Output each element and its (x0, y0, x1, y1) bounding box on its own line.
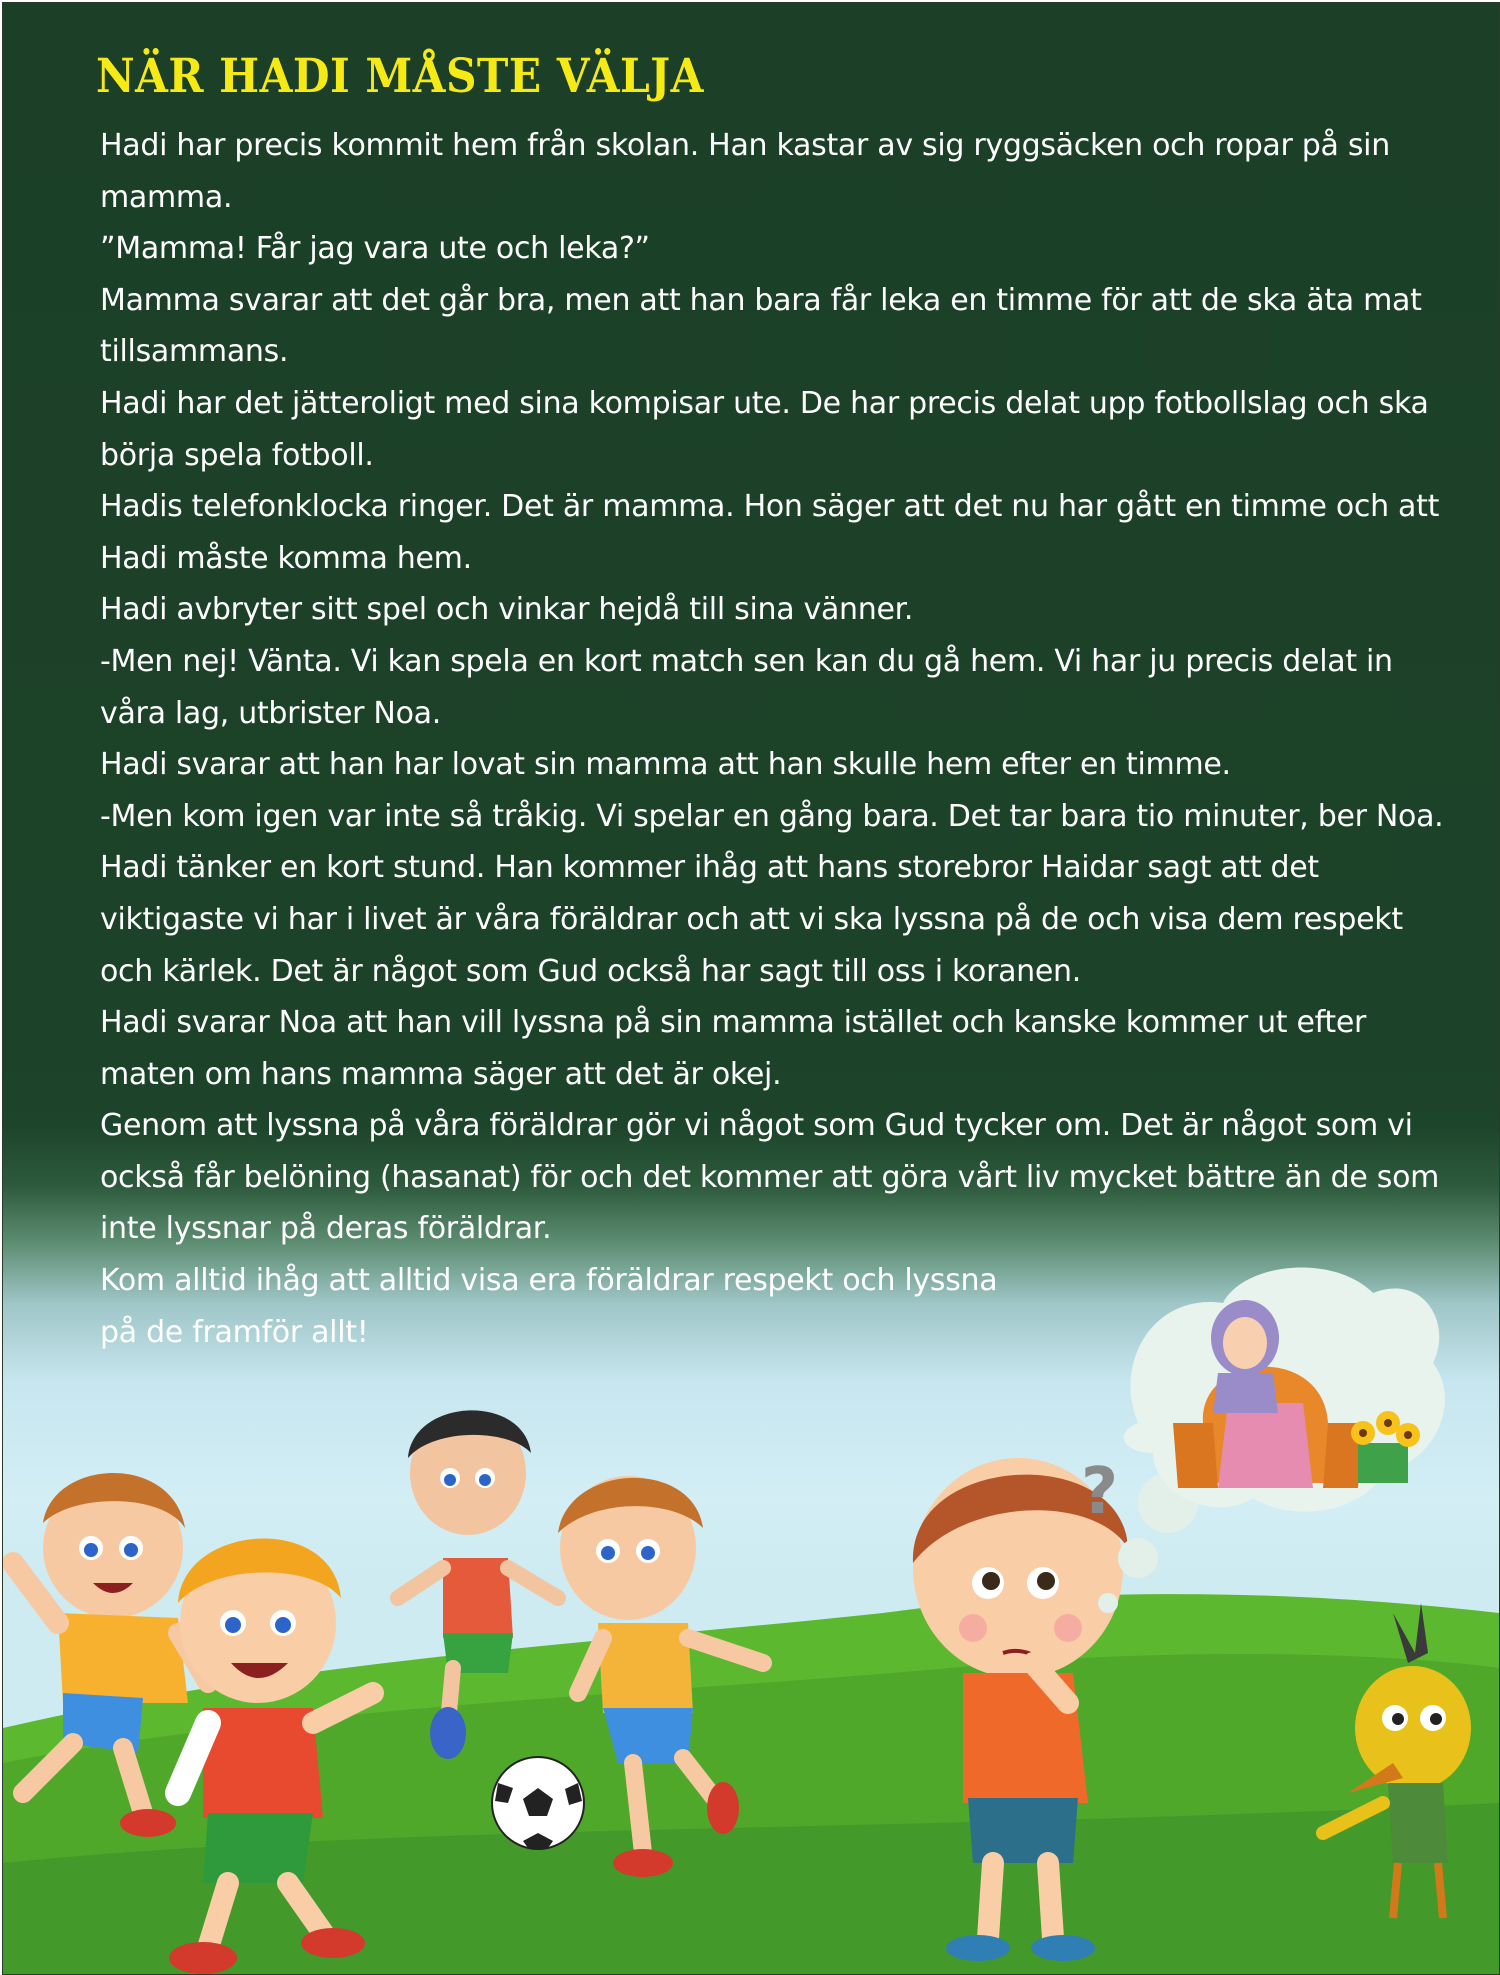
story-paragraph-4: Hadi har det jätteroligt med sina kompisar ute. De har precis delat upp fotbollslag och ska börja spela fotboll. (100, 385, 1429, 473)
story-paragraph-11: Hadi svarar Noa att han vill lyssna på sin mamma istället och kanske kommer ut efter maten om hans mamma säger att det är okej. (100, 1005, 1367, 1092)
story-paragraph-13: Kom alltid ihåg att alltid visa era föräldrar respekt och lyssna på de framför allt! (100, 1263, 998, 1350)
story-paragraph-6: Hadi avbryter sitt spel och vinkar hejdå till sina vänner. (100, 592, 914, 628)
football-scene-illustration (3, 3, 1499, 1974)
story-paragraph-2: ”Mamma! Får jag vara ute och leka?” (100, 231, 650, 267)
story-paragraph-5: Hadis telefonklocka ringer. Det är mamma. Hon säger att det nu har gått en timme och att Hadi måste komma hem. (100, 489, 1440, 576)
story-paragraph-7: -Men nej! Vänta. Vi kan spela en kort match sen kan du gå hem. Vi har ju precis delat in våra lag, utbrister Noa. (100, 643, 1393, 731)
story-paragraph-3: Mamma svarar att det går bra, men att han bara får leka en timme för att de ska äta mat tillsammans. (100, 282, 1422, 370)
story-title: NÄR HADI MÅSTE VÄLJA (96, 49, 704, 104)
story-paragraph-1: Hadi har precis kommit hem från skolan. Han kastar av sig ryggsäcken och ropar på sin mamma. (100, 128, 1390, 215)
story-page (2, 2, 1500, 1975)
story-paragraph-9: -Men kom igen var inte så tråkig. Vi spelar en gång bara. Det tar bara tio minuter, ber Noa. (100, 798, 1444, 834)
story-paragraph-8: Hadi svarar att han har lovat sin mamma att han skulle hem efter en timme. (100, 747, 1231, 783)
soccer-ball-icon (492, 1757, 584, 1849)
question-mark-icon: ? (1081, 1455, 1119, 1529)
story-paragraph-12: Genom att lyssna på våra föräldrar gör vi något som Gud tycker om. Det är något som vi också får belöning (hasanat) för och det kommer att göra vårt liv mycket bättre än de som inte lyssnar på deras föräldrar. (100, 1108, 1440, 1247)
story-paragraph-10: Hadi tänker en kort stund. Han kommer ihåg att hans storebror Haidar sagt att det viktigaste vi har i livet är våra föräldrar och att vi ska lyssna på de och visa dem respekt och kärlek. Det är något som Gud också har sagt till oss i koranen. (100, 850, 1403, 989)
